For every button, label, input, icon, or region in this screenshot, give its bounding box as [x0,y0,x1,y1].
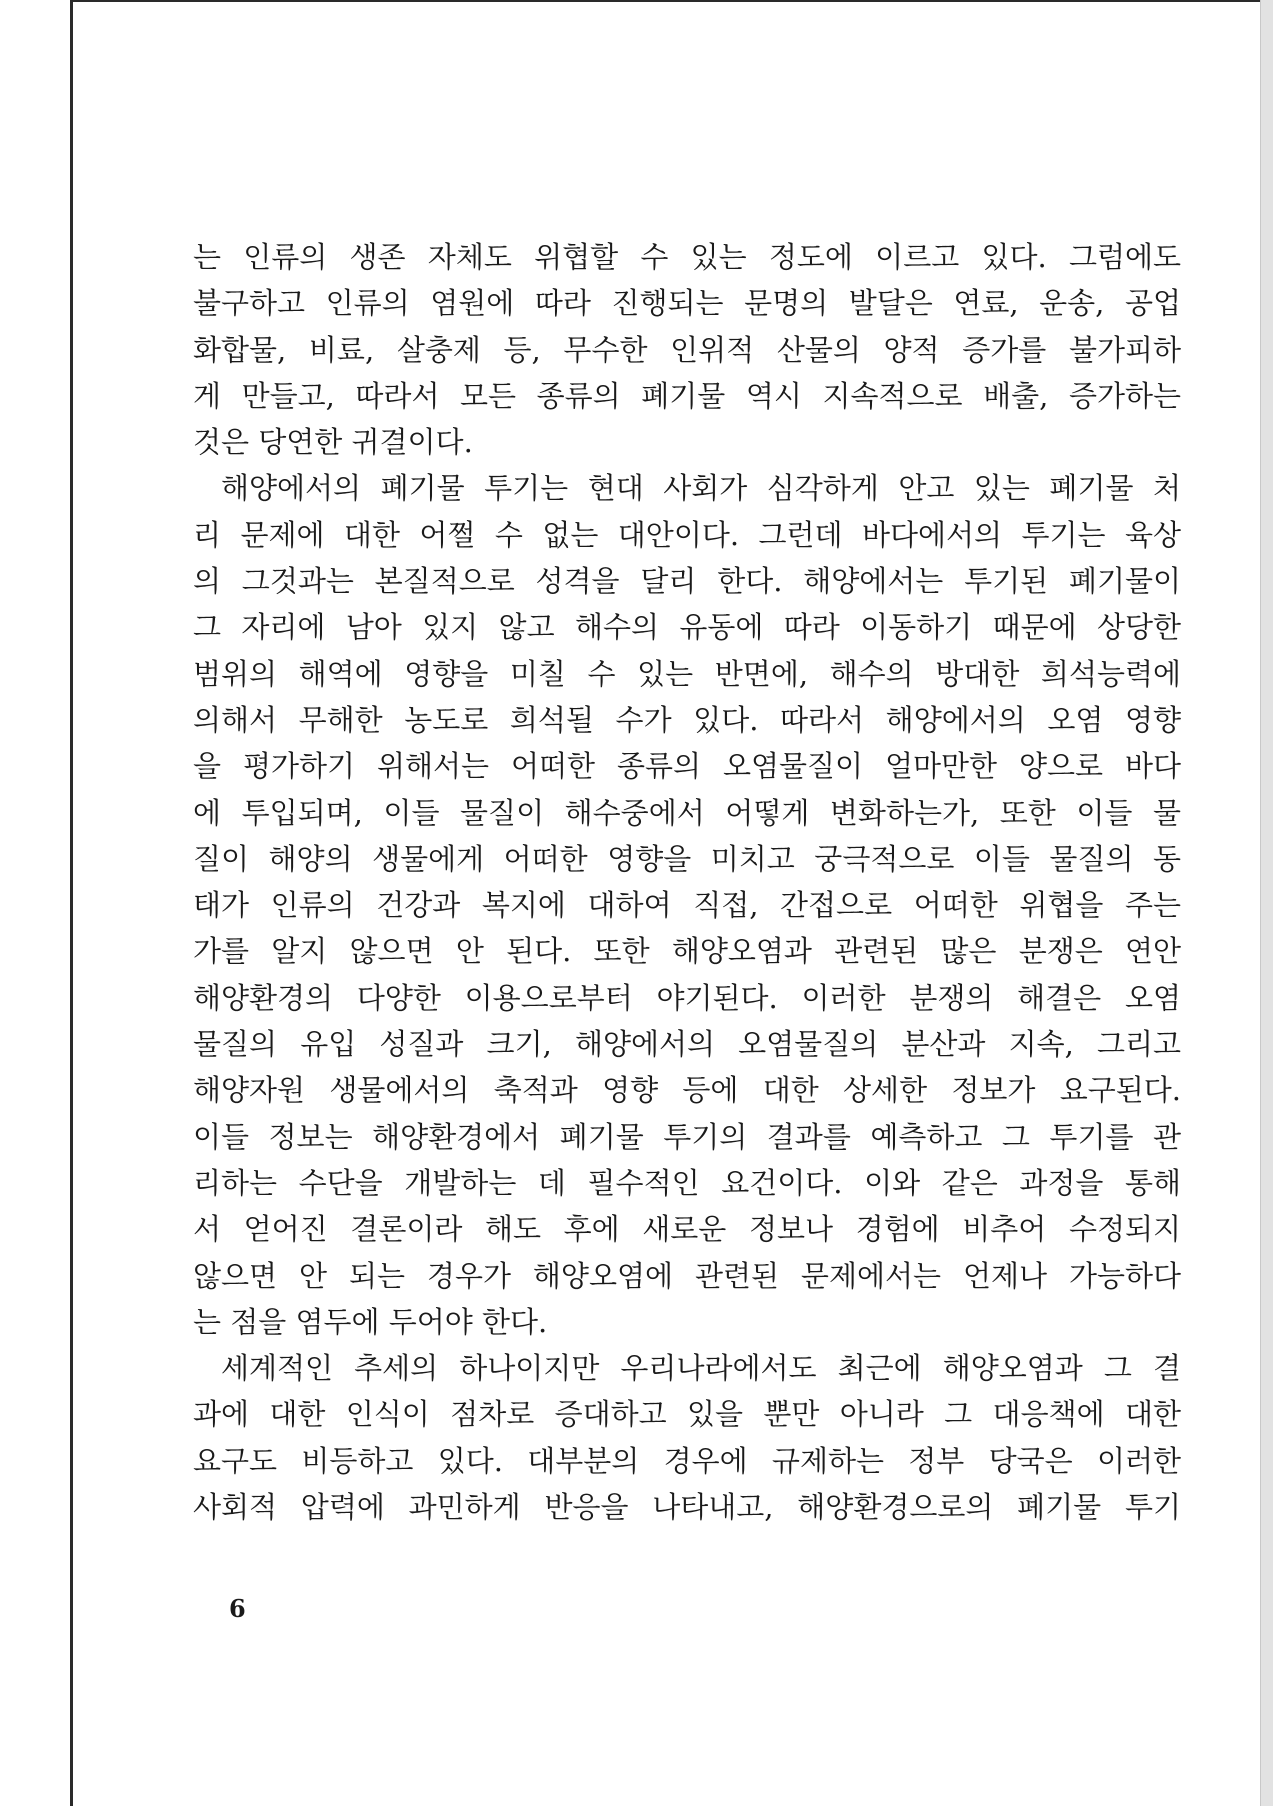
text-line: 해양자원 생물에서의 축적과 영향 등에 대한 상세한 정보가 요구된다. [193,1073,1181,1108]
text-line: 불구하고 인류의 염원에 따라 진행되는 문명의 발달은 연료, 운송, 공업 [193,286,1181,321]
text-line: 이들 정보는 해양환경에서 폐기물 투기의 결과를 예측하고 그 투기를 관 [193,1119,1181,1154]
text-line: 리 문제에 대한 어쩔 수 없는 대안이다. 그런데 바다에서의 투기는 육상 [193,517,1181,552]
page-number: 6 [229,1594,246,1623]
text-line: 태가 인류의 건강과 복지에 대하여 직접, 간접으로 어떠한 위협을 주는 [193,888,1181,923]
text-line: 게 만들고, 따라서 모든 종류의 폐기물 역시 지속적으로 배출, 증가하는 [193,378,1181,413]
text-line: 화합물, 비료, 살충제 등, 무수한 인위적 산물의 양적 증가를 불가피하 [193,332,1181,367]
text-line: 과에 대한 인식이 점차로 증대하고 있을 뿐만 아니라 그 대응책에 대한 [193,1397,1181,1432]
text-line: 해양환경의 다양한 이용으로부터 야기된다. 이러한 분쟁의 해결은 오염 [193,980,1181,1015]
text-line: 의 그것과는 본질적으로 성격을 달리 한다. 해양에서는 투기된 폐기물이 [193,564,1181,599]
text-line: 의해서 무해한 농도로 희석될 수가 있다. 따라서 해양에서의 오염 영향 [193,702,1181,737]
text-line: 질이 해양의 생물에게 어떠한 영향을 미치고 궁극적으로 이들 물질의 동 [193,841,1181,876]
text-line: 그 자리에 남아 있지 않고 해수의 유동에 따라 이동하기 때문에 상당한 [193,610,1181,645]
text-line: 해양에서의 폐기물 투기는 현대 사회가 심각하게 안고 있는 폐기물 처 [221,471,1181,506]
text-line: 가를 알지 않으면 안 된다. 또한 해양오염과 관련된 많은 분쟁은 연안 [193,934,1181,969]
text-line: 을 평가하기 위해서는 어떠한 종류의 오염물질이 얼마만한 양으로 바다 [193,749,1181,784]
text-line: 물질의 유입 성질과 크기, 해양에서의 오염물질의 분산과 지속, 그리고 [193,1027,1181,1062]
body-text [193,234,1181,1530]
text-line: 않으면 안 되는 경우가 해양오염에 관련된 문제에서는 언제나 가능하다 [193,1258,1181,1293]
scanned-page [70,0,1261,1806]
text-line: 사회적 압력에 과민하게 반응을 나타내고, 해양환경으로의 폐기물 투기 [193,1490,1181,1525]
text-line: 는 인류의 생존 자체도 위협할 수 있는 정도에 이르고 있다. 그럼에도 [193,240,1181,274]
text-line: 것은 당연한 귀결이다. [193,425,473,460]
text-line: 요구도 비등하고 있다. 대부분의 경우에 규제하는 정부 당국은 이러한 [193,1443,1181,1478]
page-content [73,2,1264,1808]
text-line: 서 얻어진 결론이라 해도 후에 새로운 정보나 경험에 비추어 수정되지 [193,1212,1181,1247]
text-line: 는 점을 염두에 두어야 한다. [193,1304,548,1339]
text-line: 세계적인 추세의 하나이지만 우리나라에서도 최근에 해양오염과 그 결 [221,1351,1181,1386]
page-edge-shadow [1260,0,1273,1806]
text-line: 범위의 해역에 영향을 미칠 수 있는 반면에, 해수의 방대한 희석능력에 [193,656,1181,691]
text-line: 에 투입되며, 이들 물질이 해수중에서 어떻게 변화하는가, 또한 이들 물 [193,795,1181,830]
text-line: 리하는 수단을 개발하는 데 필수적인 요건이다. 이와 같은 과정을 통해 [193,1165,1181,1200]
